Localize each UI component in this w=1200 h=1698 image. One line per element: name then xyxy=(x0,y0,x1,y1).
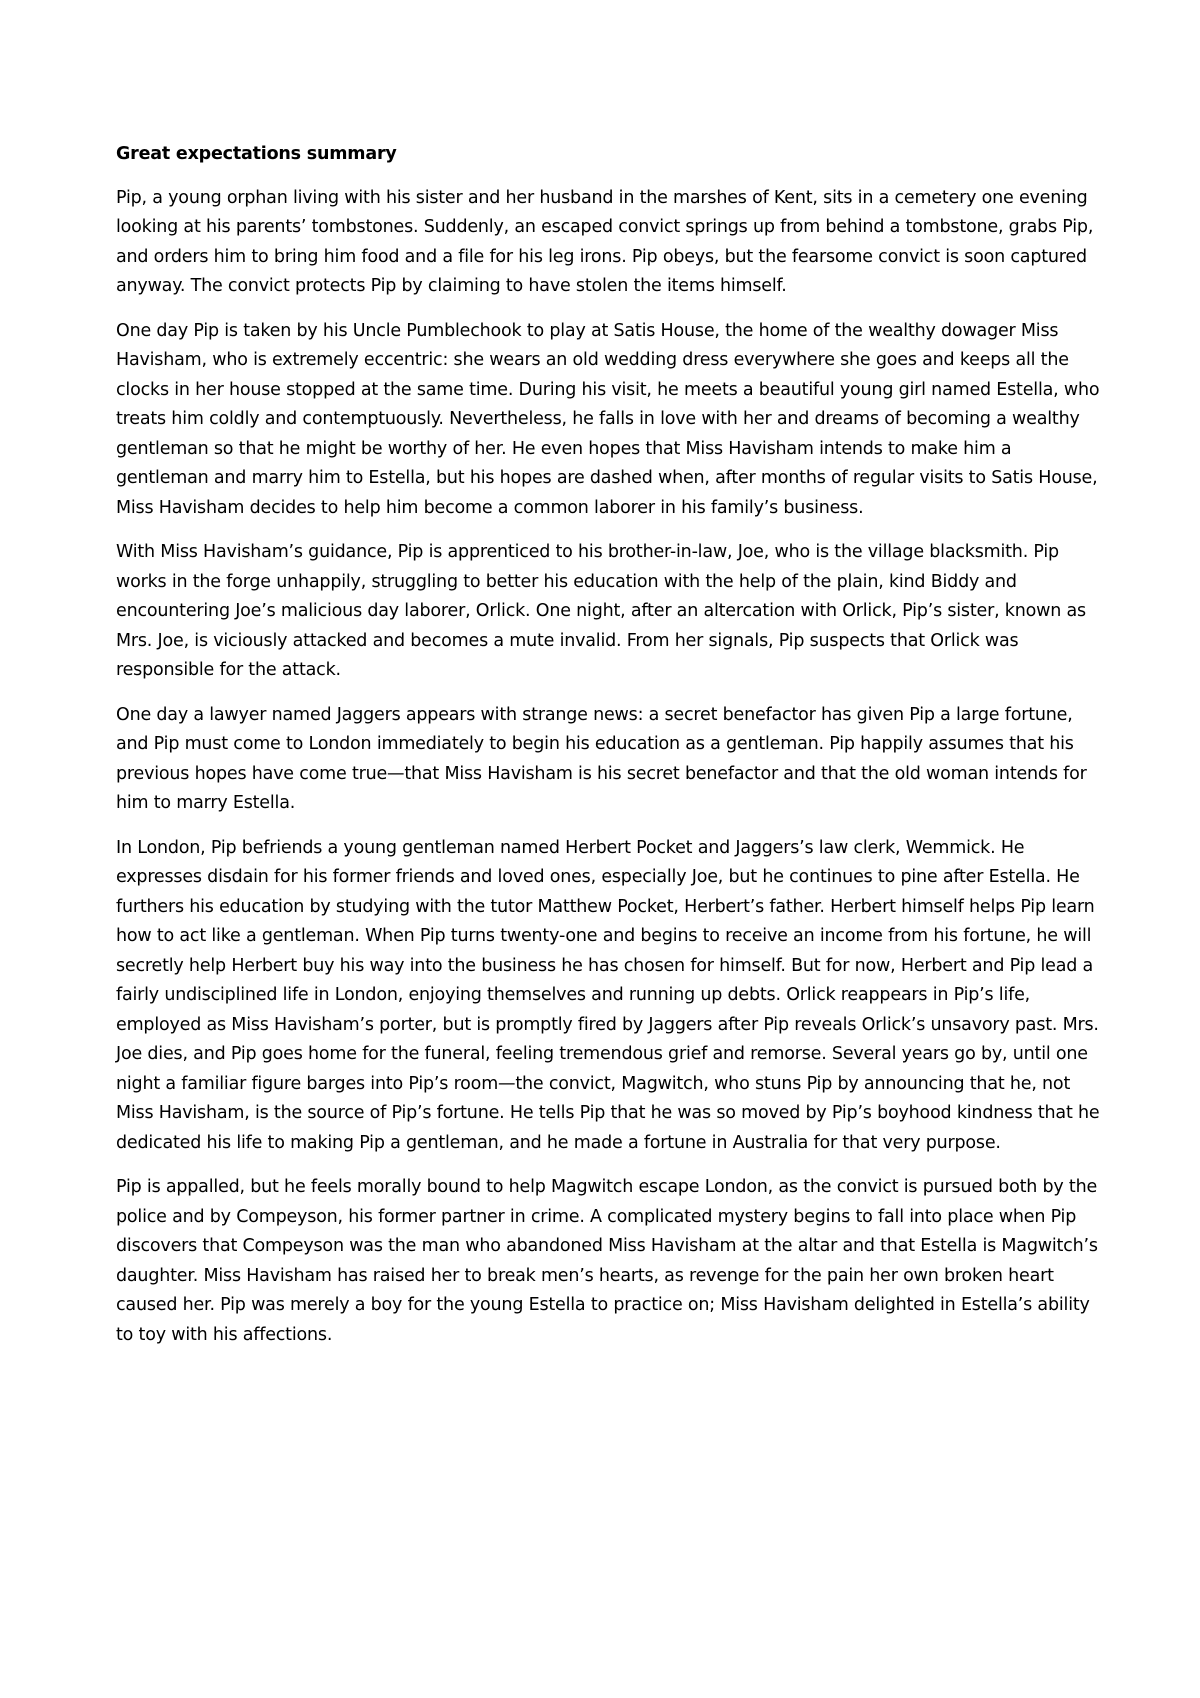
paragraph-4: One day a lawyer named Jaggers appears with strange news: a secret benefactor has given Pip a large fortune, and Pip must come to London immediately to begin his education as a gentleman. Pip happily assumes that his previous hopes have come true—that Miss Havisham is his secret benefactor and that the old woman intends for him to marry Estella. xyxy=(116,704,1087,813)
paragraph-1: Pip, a young orphan living with his sister and her husband in the marshes of Kent, sits in a cemetery one evening looking at his parents’ tombstones. Suddenly, an escaped convict springs up from behind a tombstone, grabs Pip, and orders him to bring him food and a file for his leg irons. Pip obeys, but the fearsome convict is soon captured anyway. The convict protects Pip by claiming to have stolen the items himself. xyxy=(116,187,1094,296)
document-title: Great expectations summary xyxy=(116,144,397,164)
paragraph-6: Pip is appalled, but he feels morally bound to help Magwitch escape London, as the convict is pursued both by the police and by Compeyson, his former partner in crime. A complicated mystery begins to fall into place when Pip discovers that Compeyson was the man who abandoned Miss Havisham at the altar and that Estella is Magwitch’s daughter. Miss Havisham has raised her to break men’s hearts, as revenge for the pain her own broken heart caused her. Pip was merely a boy for the young Estella to practice on; Miss Havisham delighted in Estella’s ability to toy with his affections. xyxy=(116,1177,1098,1345)
paragraph-3: With Miss Havisham’s guidance, Pip is apprenticed to his brother-in-law, Joe, who is the village blacksmith. Pip works in the forge unhappily, struggling to better his education with the help of the plain, kind Biddy and encountering Joe’s malicious day laborer, Orlick. One night, after an altercation with Orlick, Pip’s sister, known as Mrs. Joe, is viciously attacked and becomes a mute invalid. From her signals, Pip suspects that Orlick was responsible for the attack. xyxy=(116,542,1086,680)
paragraph-5: In London, Pip befriends a young gentleman named Herbert Pocket and Jaggers’s law clerk, Wemmick. He expresses disdain for his former friends and loved ones, especially Joe, but he continues to pine after Estella. He furthers his education by studying with the tutor Matthew Pocket, Herbert’s father. Herbert himself helps Pip learn how to act like a gentleman. When Pip turns twenty-one and begins to receive an income from his fortune, he will secretly help Herbert buy his way into the business he has chosen for himself. But for now, Herbert and Pip lead a fairly undisciplined life in London, enjoying themselves and running up debts. Orlick reappears in Pip’s life, employed as Miss Havisham’s porter, but is promptly fired by Jaggers after Pip reveals Orlick’s unsavory past. Mrs. Joe dies, and Pip goes home for the funeral, feeling tremendous grief and remorse. Several years go by, until one night a familiar figure barges into Pip’s room—the convict, Magwitch, who stuns Pip by announcing that he, not Miss Havisham, is the source of Pip’s fortune. He tells Pip that he was so moved by Pip’s boyhood kindness that he dedicated his life to making Pip a gentleman, and he made a fortune in Australia for that very purpose. xyxy=(116,837,1100,1153)
paragraph-2: One day Pip is taken by his Uncle Pumblechook to play at Satis House, the home of the wealthy dowager Miss Havisham, who is extremely eccentric: she wears an old wedding dress everywhere she goes and keeps all the clocks in her house stopped at the same time. During his visit, he meets a beautiful young girl named Estella, who treats him coldly and contemptuously. Nevertheless, he falls in love with her and dreams of becoming a wealthy gentleman so that he might be worthy of her. He even hopes that Miss Havisham intends to make him a gentleman and marry him to Estella, but his hopes are dashed when, after months of regular visits to Satis House, Miss Havisham decides to help him become a common laborer in his family’s business. xyxy=(116,320,1100,518)
document-body xyxy=(116,140,1101,1365)
